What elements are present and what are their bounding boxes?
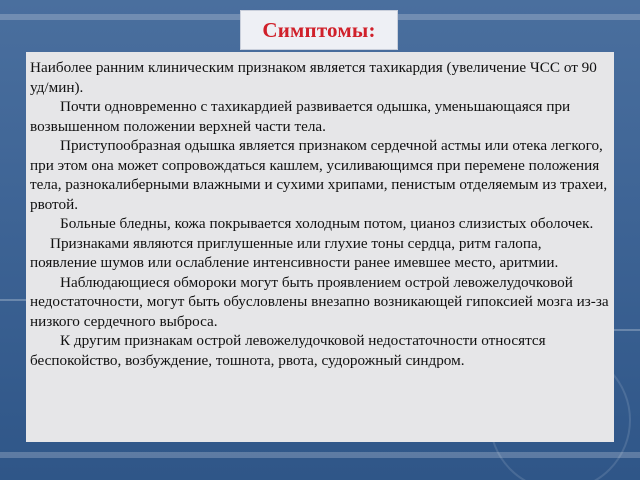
slide-title: Симптомы:: [262, 17, 376, 42]
title-box: [240, 10, 398, 50]
paragraph-heart-sounds: Признаками являются приглушенные или глухие тоны сердца, ритм галопа, появление шумов или ослабление интенсивности ранее имевшее место, аритмии.: [30, 234, 559, 271]
paragraph-other-signs: К другим признакам острой левожелудочковой недостаточности относятся беспокойство, возбуждение, тошнота, рвота, судорожный синдром.: [30, 332, 546, 369]
paragraph-tachycardia: Наиболее ранним клиническим признаком является тахикардия (увеличение ЧСС от 90 уд/мин).: [30, 59, 597, 96]
paragraph-pallor: Больные бледны, кожа покрывается холодным потом, цианоз слизистых оболочек.: [60, 215, 594, 232]
paragraph-syncope: Наблюдающиеся обмороки могут быть проявлением острой левожелудочковой недостаточности, могут быть обусловлены внезапно возникающей гипоксией мозга из-за низкого сердечного выброса.: [30, 273, 609, 330]
paragraph-dyspnea: Почти одновременно с тахикардией развивается одышка, уменьшающаяся при возвышенном положении верхней части тела.: [30, 98, 571, 135]
bottom-stripe: [0, 452, 640, 458]
paragraph-cardiac-asthma: Приступообразная одышка является признаком сердечной астмы или отека легкого, при этом она может сопровождаться кашлем, усиливающимся при перемене положения тела, разнокалиберными влажными и сухими хрипами, пенистым отделяемым из трахеи, рвотой.: [30, 137, 608, 213]
content-box: [26, 52, 614, 442]
